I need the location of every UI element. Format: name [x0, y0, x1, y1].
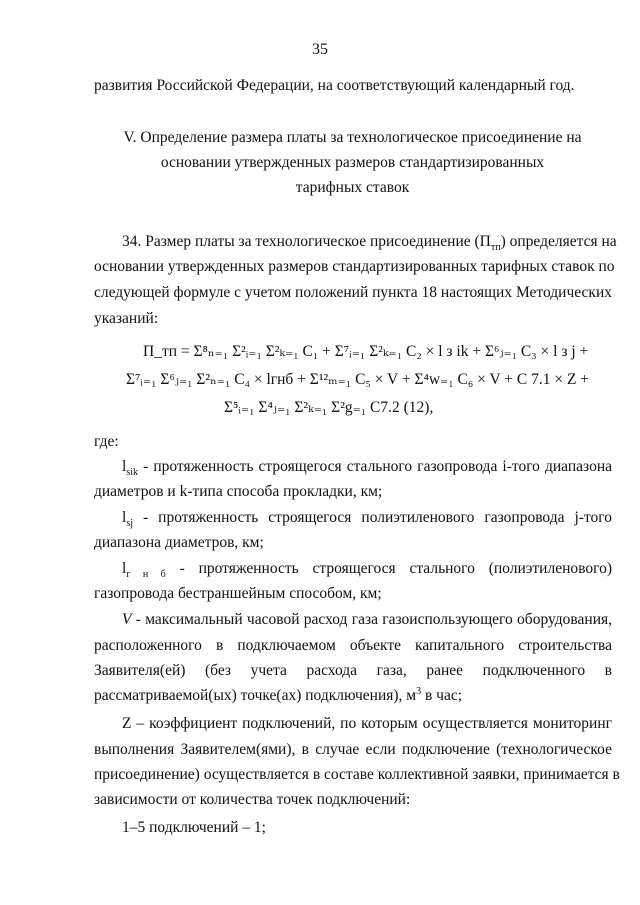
formula-line-1: П_тп = Σ⁸ₙ₌₁ Σ²ᵢ₌₁ Σ²ₖ₌₁ C₁ + Σ⁷ᵢ₌₁ Σ²ₖ₌₁ C₂ × l з ik + Σ⁶ⱼ₌₁ C₃ × l з j + [143, 343, 589, 360]
formula-line-3: Σ⁵ᵢ₌₁ Σ⁴ⱼ₌₁ Σ²ₖ₌₁ Σ²g₌₁ C7.2 (12), [224, 399, 434, 416]
continuation-line: развития Российской Федерации, на соответствующий календарный год. [94, 77, 575, 94]
section-heading-line-2: основании утвержденных размеров стандартизированных [160, 154, 545, 171]
formula-line-2: Σ⁷ᵢ₌₁ Σ⁶ⱼ₌₁ Σ²ₙ₌₁ C₄ × lгнб + Σ¹²ₘ₌₁ C₅ × V + Σ⁴w₌₁ C₆ × V + C 7.1 × Z + [126, 371, 590, 388]
paragraph-34-line-2: основании утвержденных размеров стандартизированных тарифных ставок по [94, 258, 615, 275]
def-v-line-2: расположенного в подключаемом объекте капитального строительства [94, 637, 612, 654]
paragraph-34-line-1: 34. Размер платы за технологическое присоединение $(П_{тп})$ определяется на [122, 233, 617, 254]
page-number: 35 [312, 41, 328, 58]
paragraph-34-line-3: следующей формуле с учетом положений пункта 18 настоящих Методических [94, 284, 612, 301]
def-v-line-3: Заявителя(ей) (без учета расхода газа, ранее подключенного в [94, 662, 612, 679]
def-z-line-3: присоединение) осуществляется в составе коллективной заявки, принимается в [94, 766, 620, 783]
def-z-line-2: выполнения Заявителем(ями), в случае если подключение (технологическое [94, 741, 612, 758]
def-lgnb-line-1: $l_{г н б}$ - протяженность строящегося стального (полиэтиленового) [122, 560, 612, 581]
def-lsik-line-2: диаметров и k-типа способа прокладки, км; [94, 483, 383, 500]
last-line: 1–5 подключений – 1; [122, 819, 266, 836]
where-label: где: [94, 433, 119, 450]
section-heading-line-3: тарифных ставок [295, 179, 410, 196]
def-z-line-4: зависимости от количества точек подключений: [94, 791, 411, 808]
def-lgnb-line-2: газопровода бестраншейным способом, км; [94, 585, 382, 602]
def-lsik-line-1: $l_{sik}$ - протяженность строящегося стального газопровода i-того диапазона [122, 458, 612, 479]
def-lsj-line-1: $l_{sj}$ - протяженность строящегося полиэтиленового газопровода j-того [122, 509, 612, 530]
def-lsj-line-2: диапазона диаметров, км; [94, 534, 264, 551]
section-heading-line-1: V. Определение размера платы за технологическое присоединение на [123, 129, 582, 146]
def-v-line-1: V - максимальный часовой расход газа газоиспользующего оборудования, [122, 611, 612, 628]
paragraph-34-line-4: указаний: [94, 310, 159, 327]
def-v-line-4: рассматриваемой(ых) точке(ах) подключения), $м^3$ в час; [94, 685, 463, 704]
def-z-line-1: Z – коэффициент подключений, по которым осуществляется мониторинг [122, 715, 612, 732]
